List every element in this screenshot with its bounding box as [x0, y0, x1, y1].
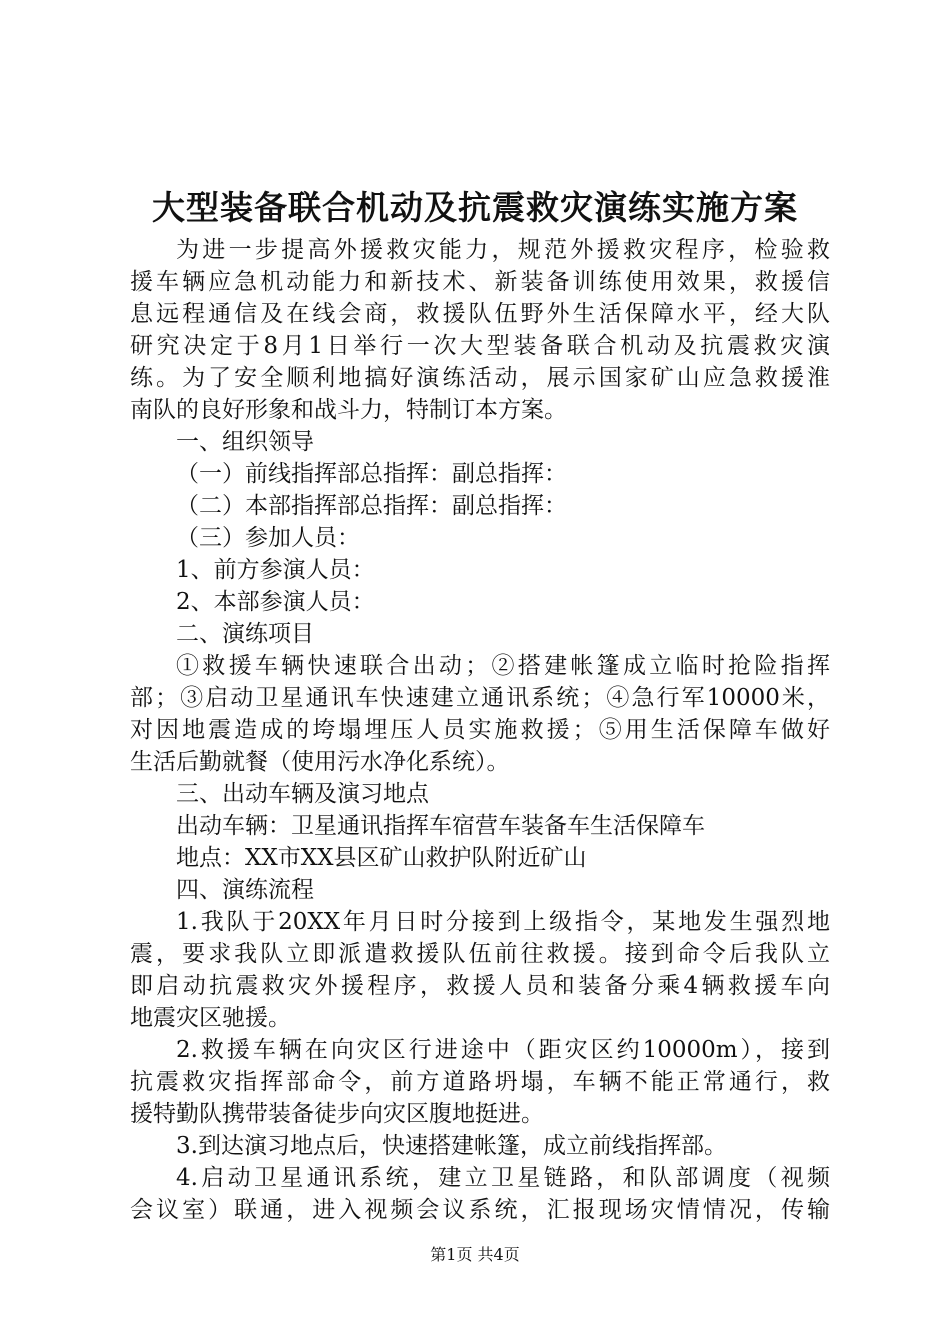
process-step-2 [130, 1034, 830, 1130]
process-step-1 [130, 906, 830, 1034]
drill-items-line: ①救援车辆快速联合出动；②搭建帐篷成立临时抢险指挥 [176, 653, 830, 679]
front-participants-item: 1、前方参演人员： [176, 557, 375, 583]
intro-line: 为进一步提高外援救灾能力，规范外援救灾程序，检验救 [176, 237, 830, 263]
process-step-2-line: 援特勤队携带装备徒步向灾区腹地挺进。 [130, 1101, 544, 1127]
section-heading-vehicles-location: 三、出动车辆及演习地点 [176, 781, 429, 807]
process-step-1-line: 1.我队于20XX年月日时分接到上级指令，某地发生强烈地 [176, 909, 830, 935]
section-heading-drill-process: 四、演练流程 [176, 877, 314, 903]
page-footer: 第1页 共4页 [430, 1245, 520, 1264]
drill-items-line: 生活后勤就餐（使用污水净化系统）。 [130, 749, 510, 775]
intro-line: 南队的良好形象和战斗力，特制订本方案。 [130, 397, 567, 423]
intro-paragraph [130, 234, 830, 426]
front-command-item: （一）前线指挥部总指挥：副总指挥： [176, 461, 567, 487]
location-text: 地点：XX市XX县区矿山救护队附近矿山 [176, 845, 587, 871]
process-step-4-line: 4.启动卫星通讯系统，建立卫星链路，和队部调度（视频 [176, 1165, 830, 1191]
participants-item: （三）参加人员： [176, 525, 360, 551]
process-step-1-line: 即启动抗震救灾外援程序，救援人员和装备分乘4辆救援车向 [130, 973, 830, 999]
process-step-2-line: 抗震救灾指挥部命令，前方道路坍塌，车辆不能正常通行，救 [130, 1069, 830, 1095]
intro-line: 研究决定于8月1日举行一次大型装备联合机动及抗震救灾演 [130, 333, 830, 359]
document-title: 大型装备联合机动及抗震救灾演练实施方案 [152, 188, 798, 227]
process-step-4-line: 会议室）联通，进入视频会议系统，汇报现场灾情情况，传输 [130, 1197, 830, 1223]
process-step-1-line: 地震灾区驰援。 [130, 1005, 291, 1031]
process-step-2-line: 2.救援车辆在向灾区行进途中（距灾区约10000m），接到 [176, 1037, 830, 1063]
intro-line: 援车辆应急机动能力和新技术、新装备训练使用效果，救援信 [130, 269, 830, 295]
drill-items-paragraph [130, 650, 830, 778]
intro-line: 息远程通信及在线会商，救援队伍野外生活保障水平，经大队 [130, 301, 830, 327]
process-step-1-line: 震，要求我队立即派遣救援队伍前往救援。接到命令后我队立 [130, 941, 830, 967]
base-participants-item: 2、本部参演人员： [176, 589, 375, 615]
process-step-3: 3.到达演习地点后，快速搭建帐篷，成立前线指挥部。 [176, 1133, 727, 1159]
section-heading-organization: 一、组织领导 [176, 429, 314, 455]
document-body [130, 234, 830, 1226]
drill-items-line: 对因地震造成的垮塌埋压人员实施救援；⑤用生活保障车做好 [130, 717, 830, 743]
base-command-item: （二）本部指挥部总指挥：副总指挥： [176, 493, 567, 519]
drill-items-line: 部；③启动卫星通讯车快速建立通讯系统；④急行军10000米， [130, 685, 830, 711]
vehicles-text: 出动车辆：卫星通讯指挥车宿营车装备车生活保障车 [176, 813, 705, 839]
process-step-4 [130, 1162, 830, 1226]
section-heading-drill-items: 二、演练项目 [176, 621, 314, 647]
intro-line: 练。为了安全顺利地搞好演练活动，展示国家矿山应急救援淮 [130, 365, 830, 391]
